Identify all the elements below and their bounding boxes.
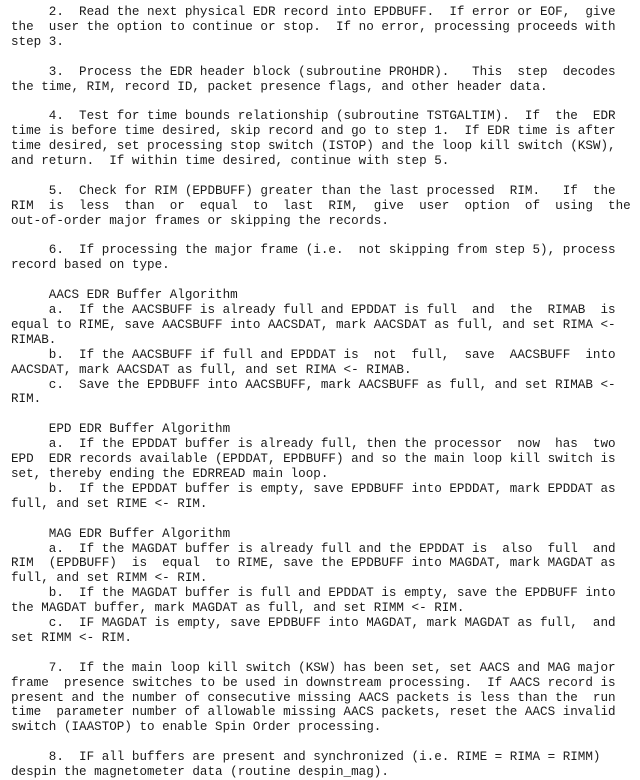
text-line: frame presence switches to be used in downstream processing. If AACS record is — [11, 675, 616, 690]
text-line: set, thereby ending the EDRREAD main loop. — [11, 467, 329, 481]
text-line: a. If the AACSBUFF is already full and EPDDAT is full and the RIMAB is — [11, 303, 616, 318]
paragraph — [11, 527, 629, 646]
paragraph — [11, 184, 629, 229]
paragraph — [11, 243, 629, 273]
text-line: RIM is less than or equal to last RIM, give user option of using the — [11, 198, 631, 213]
text-line: EPD EDR Buffer Algorithm — [11, 422, 231, 437]
paragraph — [11, 5, 629, 50]
text-line: AACSDAT, mark AACSDAT as full, and set RIMA <- RIMAB. — [11, 362, 412, 377]
text-line: a. If the MAGDAT buffer is already full and the EPDDAT is also full and — [11, 541, 616, 556]
text-line: present and the number of consecutive missing AACS packets is less than the run — [11, 690, 616, 705]
text-line: the user the option to continue or stop. If no error, processing proceeds with — [11, 19, 616, 34]
text-line: the MAGDAT buffer, mark MAGDAT as full, and set RIMM <- RIM. — [11, 601, 465, 616]
text-line: full, and set RIME <- RIM. — [11, 496, 208, 511]
text-line: RIM (EPDBUFF) is equal to RIME, save the EPDBUFF into MAGDAT, mark MAGDAT as — [11, 556, 616, 571]
text-line: switch (IAASTOP) to enable Spin Order processing. — [11, 720, 382, 735]
text-line: RIMAB. — [11, 332, 57, 347]
paragraph — [11, 661, 629, 736]
paragraph — [11, 422, 629, 511]
text-line: AACS EDR Buffer Algorithm — [11, 288, 238, 303]
text-line: c. IF MAGDAT is empty, save EPDBUFF into MAGDAT, mark MAGDAT as full, and — [11, 616, 616, 631]
text-line: a. If the EPDDAT buffer is already full, then the processor now has two — [11, 437, 616, 452]
text-line: EPD EDR records available (EPDDAT, EPDBUFF) and so the main loop kill switch is — [11, 452, 616, 467]
text-line: b. If the MAGDAT buffer is full and EPDDAT is empty, save the EPDBUFF into — [11, 586, 616, 601]
text-line: 7. If the main loop kill switch (KSW) has been set, set AACS and MAG major — [11, 660, 616, 675]
text-line: c. Save the EPDBUFF into AACSBUFF, mark AACSBUFF as full, and set RIMAB <- — [11, 377, 616, 392]
text-line: MAG EDR Buffer Algorithm — [11, 526, 231, 541]
paragraph — [11, 109, 629, 169]
text-line: 3. Process the EDR header block (subroutine PROHDR). This step decodes — [11, 64, 616, 79]
text-line: and return. If within time desired, continue with step 5. — [11, 154, 450, 169]
text-line: equal to RIME, save AACSBUFF into AACSDAT, mark AACSDAT as full, and set RIMA <- — [11, 317, 616, 332]
paragraph — [11, 288, 629, 407]
text-line: set RIMM <- RIM. — [11, 630, 132, 645]
text-line: time parameter number of allowable missing AACS packets, reset the AACS invalid — [11, 705, 616, 720]
text-line: time is before time desired, skip record and go to step 1. If EDR time is after — [11, 124, 616, 139]
paragraph — [11, 65, 629, 95]
text-line: b. If the AACSBUFF if full and EPDDAT is not full, save AACSBUFF into — [11, 347, 616, 362]
text-line: time desired, set processing stop switch (ISTOP) and the loop kill switch (KSW), — [11, 139, 616, 154]
text-line: 5. Check for RIM (EPDBUFF) greater than the last processed RIM. If the — [11, 183, 616, 198]
paragraph — [11, 750, 629, 780]
text-line: out-of-order major frames or skipping the records. — [11, 213, 389, 228]
text-line: 8. IF all buffers are present and synchronized (i.e. RIME = RIMA = RIMM) — [11, 750, 601, 765]
text-line: b. If the EPDDAT buffer is empty, save EPDBUFF into EPDDAT, mark EPDDAT as — [11, 481, 616, 496]
text-line: the time, RIM, record ID, packet presence flags, and other header data. — [11, 79, 548, 94]
text-line: 2. Read the next physical EDR record into EPDBUFF. If error or EOF, give — [11, 5, 616, 19]
text-line: full, and set RIMM <- RIM. — [11, 571, 208, 586]
text-line: 4. Test for time bounds relationship (subroutine TSTGALTIM). If the EDR — [11, 109, 616, 124]
text-line: RIM. — [11, 392, 42, 407]
text-line: despin the magnetometer data (routine despin_mag). — [11, 765, 389, 780]
text-line: 6. If processing the major frame (i.e. not skipping from step 5), process — [11, 243, 616, 258]
text-line: record based on type. — [11, 258, 170, 273]
text-line: step 3. — [11, 34, 64, 49]
